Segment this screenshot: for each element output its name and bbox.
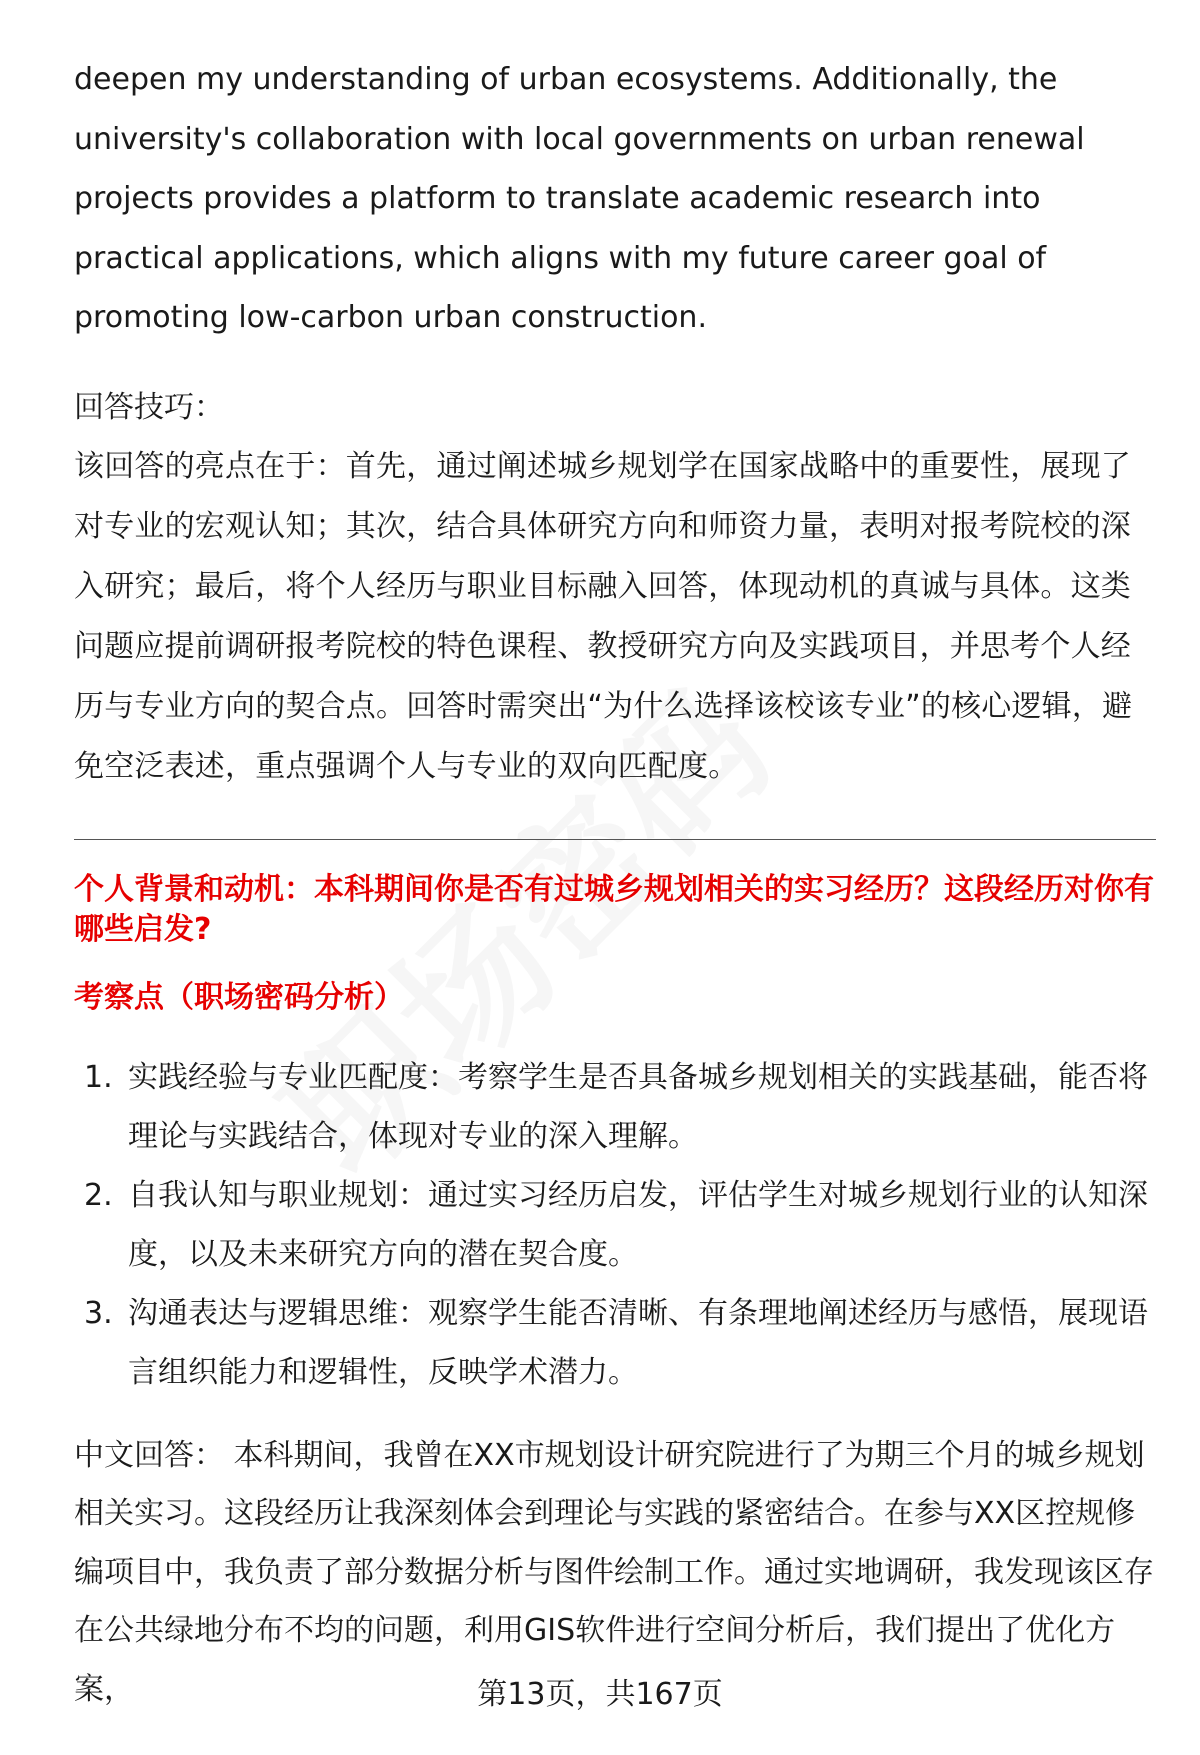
point-number: 3. [84,1295,113,1331]
point-number: 2. [84,1177,113,1213]
page-number-footer: 第13页，共167页 [477,1677,723,1712]
assessment-point [74,1284,1156,1402]
assessment-points [74,1048,1156,1402]
tips-label: 回答技巧： [74,389,224,425]
point-number: 1. [84,1059,113,1095]
assessment-heading: 考察点（职场密码分析） [74,979,404,1015]
point-text: 实践经验与专业匹配度：考察学生是否具备城乡规划相关的实践基础，能否将理论与实践结合，体现对专业的深入理解。 [128,1059,1148,1154]
chinese-answer: 中文回答： 本科期间，我曾在XX市规划设计研究院进行了为期三个月的城乡规划相关实习。这段经历让我深刻体会到理论与实践的紧密结合。在参与XX区控规修编项目中，我负责了部分数据分析与图件绘制工作。通过实地调研，我发现该区存在公共绿地分布不均的问题，利用GIS软件进行空间分析后，我们提出了优化方案， [74,1437,1154,1707]
tips-text: 该回答的亮点在于：首先，通过阐述城乡规划学在国家战略中的重要性，展现了对专业的宏观认知；其次，结合具体研究方向和师资力量，表明对报考院校的深入研究；最后，将个人经历与职业目标融入回答，体现动机的真诚与具体。这类问题应提前调研报考院校的特色课程、教授研究方向及实践项目，并思考个人经历与专业方向的契合点。回答时需突出“为什么选择该校该专业”的核心逻辑，避免空泛表述，重点强调个人与专业的双向匹配度。 [74,448,1133,784]
assessment-point [74,1166,1156,1284]
document-page [74,0,1156,1719]
assessment-point [74,1048,1156,1166]
section-divider [74,839,1156,840]
english-answer-continuation: deepen my understanding of urban ecosystems. Additionally, the university's collaboration with local governments on urban renewal projects provides a platform to translate academic research into practical applications, which aligns with my future career goal of promoting low-carbon urban construction. [74,62,1085,335]
point-text: 自我认知与职业规划：通过实习经历启发，评估学生对城乡规划行业的认知深度，以及未来研究方向的潜在契合度。 [128,1177,1148,1272]
question-heading: 个人背景和动机：本科期间你是否有过城乡规划相关的实习经历？这段经历对你有哪些启发? [74,871,1154,947]
point-text: 沟通表达与逻辑思维：观察学生能否清晰、有条理地阐述经历与感悟，展现语言组织能力和逻辑性，反映学术潜力。 [128,1295,1148,1390]
